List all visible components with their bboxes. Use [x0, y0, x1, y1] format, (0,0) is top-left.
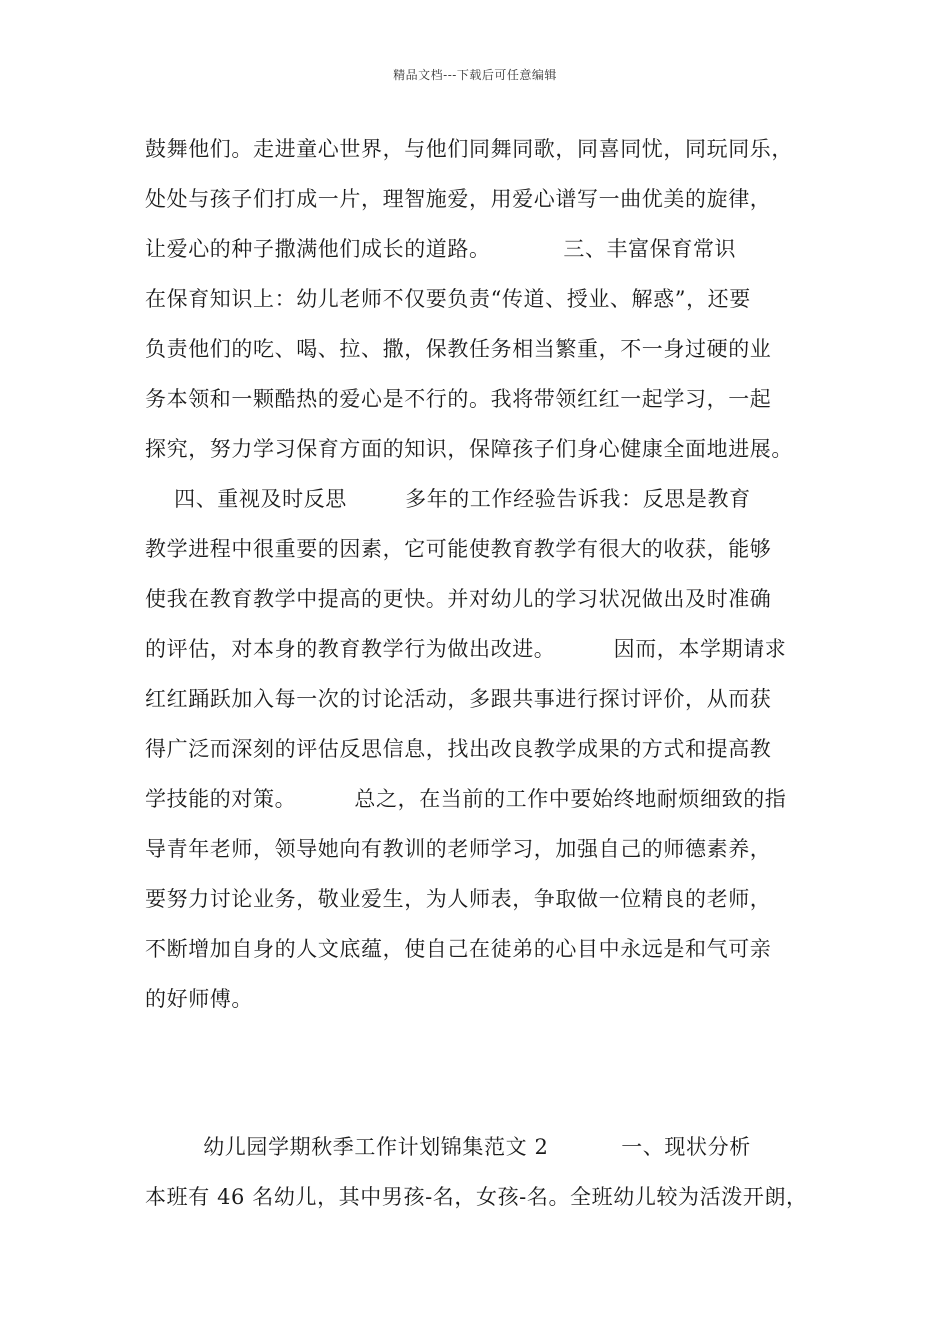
text-line: 四、重视及时反思 多年的工作经验告诉我：反思是教育 [145, 487, 751, 511]
text-line: 的好师傅。 [145, 987, 253, 1011]
text-line: 处处与孩子们打成一片，理智施爱，用爱心谱写一曲优美的旋律， [145, 187, 772, 211]
text-line: 让爱心的种子撒满他们成长的道路。 三、丰富保育常识 [145, 237, 737, 261]
text-line: 务本领和一颗酷热的爱心是不行的。我将带领红红一起学习，一起 [145, 387, 772, 411]
section-heading-line: 幼儿园学期秋季工作计划锦集范文 2 一、现状分析 [145, 1135, 751, 1159]
text-line: 鼓舞他们。走进童心世界，与他们同舞同歌，同喜同忧，同玩同乐， [145, 137, 793, 161]
text-line: 红红踊跃加入每一次的讨论活动，多跟共事进行探讨评价，从而获 [145, 687, 772, 711]
text-line: 得广泛而深刻的评估反思信息，找出改良教学成果的方式和提高教 [145, 737, 772, 761]
text-line: 的评估，对本身的教育教学行为做出改进。 因而，本学期请求 [145, 637, 787, 661]
text-line: 在保育知识上：幼儿老师不仅要负责“传道、授业、解惑”，还要 [145, 287, 751, 311]
text-line: 负责他们的吃、喝、拉、撒，保教任务相当繁重，不一身过硬的业 [145, 337, 772, 361]
text-line: 教学进程中很重要的因素，它可能使教育教学有很大的收获，能够 [145, 537, 772, 561]
text-line: 探究，努力学习保育方面的知识，保障孩子们身心健康全面地进展。 [145, 437, 793, 461]
text-line: 导青年老师，领导她向有教训的老师学习，加强自己的师德素养， [145, 837, 772, 861]
text-line: 本班有 46 名幼儿，其中男孩-名，女孩-名。全班幼儿较为活泼开朗， [145, 1185, 808, 1209]
text-line: 不断增加自身的人文底蕴，使自己在徒弟的心目中永远是和气可亲 [145, 937, 772, 961]
text-line: 使我在教育教学中提高的更快。并对幼儿的学习状况做出及时准确 [145, 587, 772, 611]
page-header: 精品文档---下载后可任意编辑 [393, 68, 557, 82]
text-line: 学技能的对策。 总之，在当前的工作中要始终地耐烦细致的指 [145, 787, 787, 811]
text-line: 要努力讨论业务，敬业爱生，为人师表，争取做一位精良的老师， [145, 887, 772, 911]
